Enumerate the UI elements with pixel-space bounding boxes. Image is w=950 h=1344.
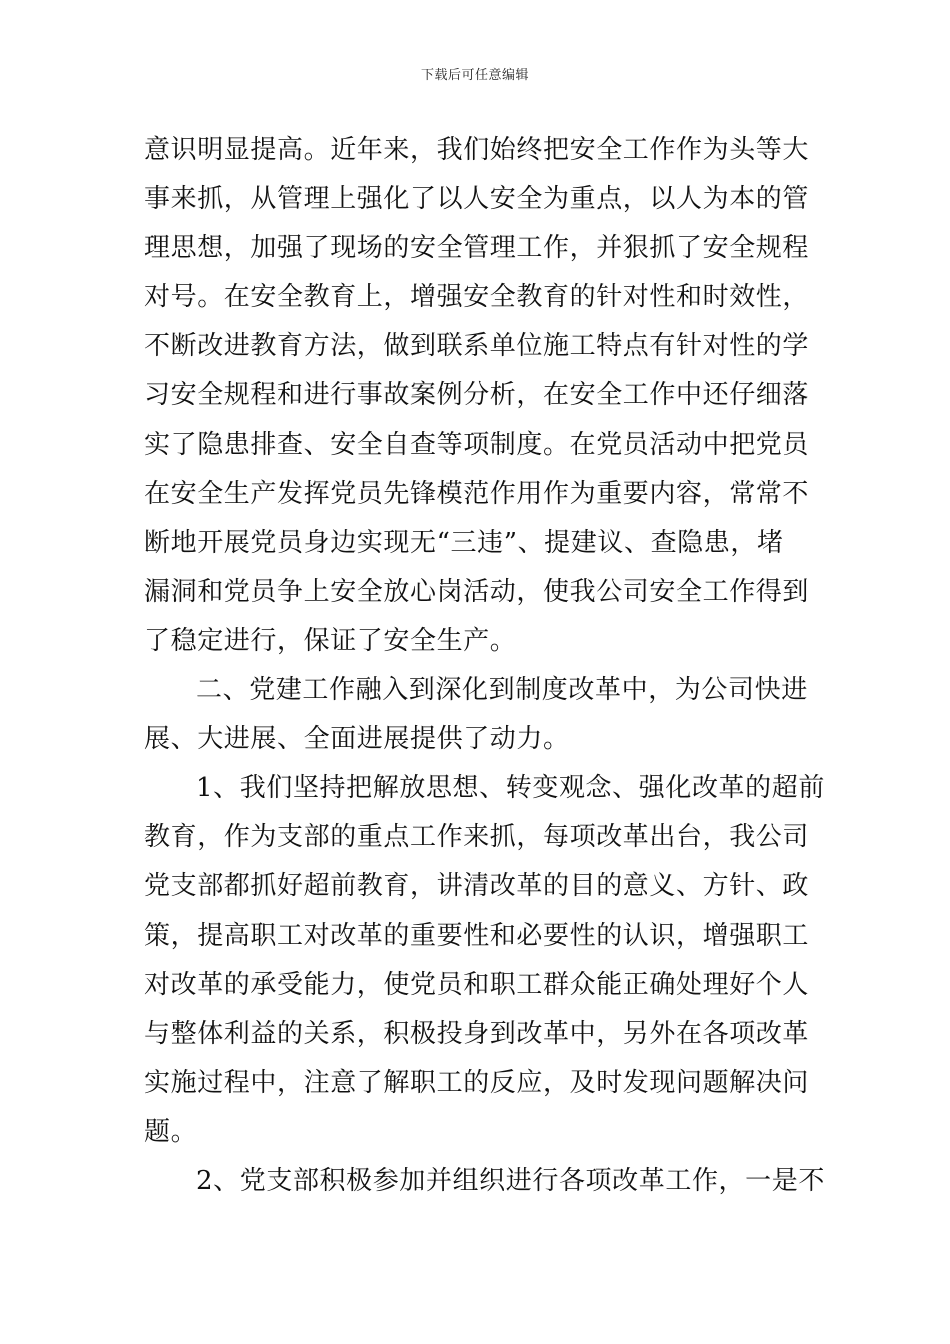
text-line: 对号。在安全教育上，增强安全教育的针对性和时效性， [144, 282, 810, 313]
text-line: 习安全规程和进行事故案例分析，在安全工作中还仔细落 [144, 380, 810, 411]
text-line: 题。 [144, 1116, 198, 1147]
page-header: 下载后可任意编辑 [420, 68, 529, 83]
text-line: 意识明显提高。近年来，我们始终把安全工作作为头等大 [144, 135, 810, 165]
text-line: 对改革的承受能力，使党员和职工群众能正确处理好个人 [144, 969, 810, 1000]
text-line: 不断改进教育方法，做到联系单位施工特点有针对性的学 [144, 331, 810, 362]
text-line: 理思想，加强了现场的安全管理工作，并狠抓了安全规程 [144, 233, 810, 264]
text-line: 实了隐患排查、安全自查等项制度。在党员活动中把党员 [144, 429, 810, 460]
text-line: 事来抓，从管理上强化了以人安全为重点，以人为本的管 [144, 184, 810, 215]
text-line: 策，提高职工对改革的重要性和必要性的认识，增强职工 [144, 920, 810, 951]
document-body [144, 126, 825, 1206]
text-line: 在安全生产发挥党员先锋模范作用作为重要内容，常常不 [144, 478, 810, 509]
text-line: 党支部都抓好超前教育，讲清改革的目的意义、方针、政 [144, 871, 810, 902]
text-line: 漏洞和党员争上安全放心岗活动，使我公司安全工作得到 [144, 576, 810, 607]
text-line: 与整体利益的关系，积极投身到改革中，另外在各项改革 [144, 1018, 810, 1049]
text-line: 2、党支部积极参加并组织进行各项改革工作，一是不 [196, 1165, 825, 1196]
text-line: 1、我们坚持把解放思想、转变观念、强化改革的超前 [196, 773, 825, 804]
text-line: 了稳定进行，保证了安全生产。 [144, 625, 517, 656]
text-line: 实施过程中，注意了解职工的反应，及时发现问题解决问 [144, 1067, 810, 1098]
text-line: 教育，作为支部的重点工作来抓，每项改革出台，我公司 [144, 822, 810, 853]
text-line: 断地开展党员身边实现无“三违”、提建议、查隐患，堵 [144, 527, 784, 558]
text-line: 展、大进展、全面进展提供了动力。 [144, 724, 570, 755]
text-line: 二、党建工作融入到深化到制度改革中，为公司快进 [196, 675, 808, 706]
